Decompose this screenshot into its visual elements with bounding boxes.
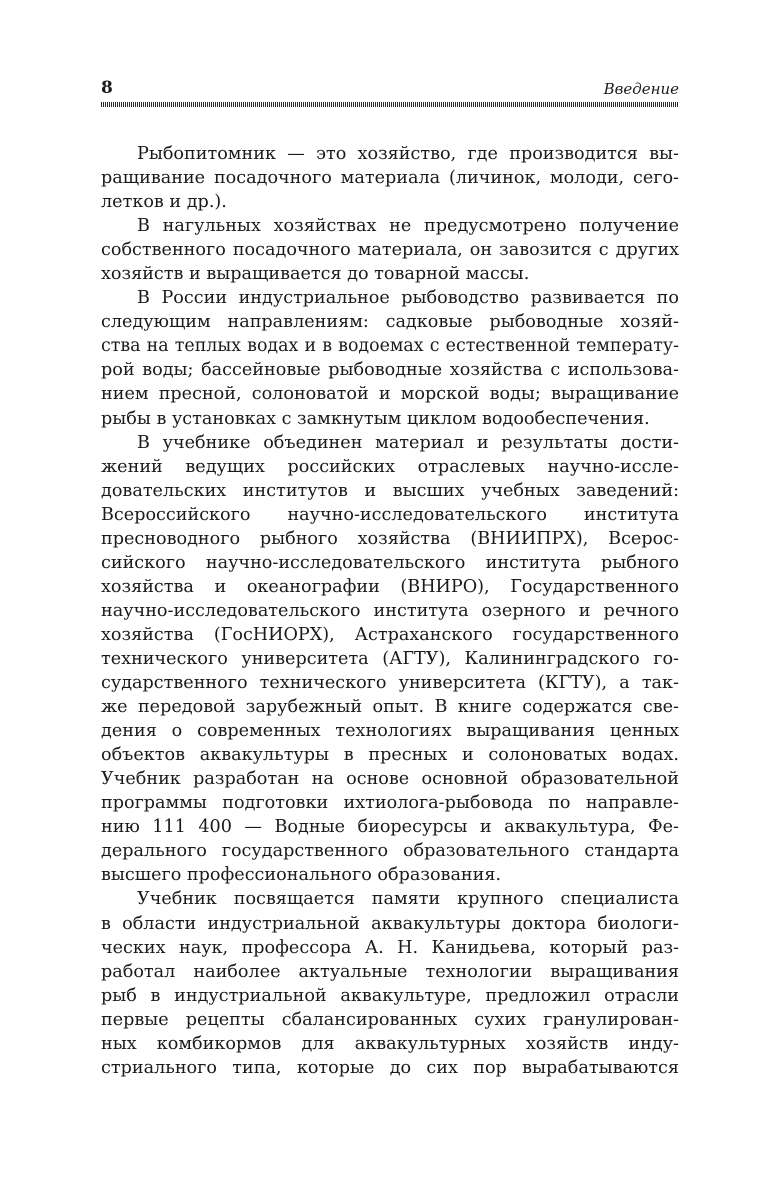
text-line: Рыбопитомник — это хозяйство, где производится вы- [137, 144, 679, 164]
text-line: первые рецепты сбалансированных сухих гранулирован- [101, 1009, 679, 1030]
text-line: довательских институтов и высших учебных заведений: [101, 480, 679, 501]
text-line: В нагульных хозяйствах не предусмотрено получение [137, 216, 679, 237]
page-number: 8 [101, 78, 113, 98]
text-line: высшего профессионального образования. [101, 865, 502, 886]
text-line: собственного посадочного материала, он завозится с других [101, 240, 679, 261]
text-line: пресноводного рыбного хозяйства (ВНИИПРХ), Всерос- [101, 528, 679, 549]
text-line: сударственного технического университета (КГТУ), а так- [101, 673, 679, 694]
text-line: дерального государственного образовательного стандарта [101, 841, 679, 862]
text-line: работал наиболее актуальные технологии выращивания [101, 961, 679, 982]
body-text [101, 142, 679, 1080]
text-line: летков и др.). [101, 192, 227, 213]
text-line: хозяйства (ГосНИОРХ), Астраханского государственного [101, 624, 679, 645]
text-line: научно-исследовательского института озерного и речного [101, 600, 679, 621]
text-line: дения о современных технологиях выращивания ценных [101, 721, 679, 742]
text-line: стриального типа, которые до сих пор вырабатываются [101, 1057, 679, 1078]
text-line: ческих наук, профессора А. Н. Канидьева, который раз- [101, 937, 679, 958]
text-line: Учебник разработан на основе основной образовательной [101, 769, 679, 790]
text-line: объектов аквакультуры в пресных и солоноватых водах. [101, 745, 679, 766]
text-line: технического университета (АГТУ), Калининградского го- [101, 648, 679, 669]
text-line: программы подготовки ихтиолога-рыбовода по направле- [101, 793, 679, 814]
text-line: ства на теплых водах и в водоемах с естественной температу- [101, 336, 679, 357]
text-line: же передовой зарубежный опыт. В книге содержатся све- [101, 697, 679, 718]
text-line: сийского научно-исследовательского института рыбного [101, 552, 679, 573]
header-rule [101, 102, 679, 107]
text-line: хозяйств и выращивается до товарной массы. [101, 264, 530, 285]
text-line: Всероссийского научно-исследовательского института [101, 504, 679, 525]
running-header [101, 78, 679, 98]
text-line: нию 111 400 — Водные биоресурсы и аквакультура, Фе- [101, 817, 679, 838]
text-line: нием пресной, солоноватой и морской воды; выращивание [101, 384, 679, 405]
text-line: в области индустриальной аквакультуры доктора биологи- [101, 913, 679, 934]
text-line: рыбы в установках с замкнутым циклом водообеспечения. [101, 408, 650, 429]
text-line: В учебнике объединен материал и результаты дости- [137, 432, 679, 453]
section-title: Введение [603, 80, 679, 98]
text-line: следующим направлениям: садковые рыбоводные хозяй- [101, 312, 679, 333]
text-line: ращивание посадочного материала (личинок, молоди, сего- [101, 168, 679, 189]
text-line: ных комбикормов для аквакультурных хозяйств инду- [101, 1033, 679, 1054]
text-line: рыб в индустриальной аквакультуре, предложил отрасли [101, 985, 679, 1006]
text-line: хозяйства и океанографии (ВНИРО), Государственного [101, 576, 679, 597]
text-line: жений ведущих российских отраслевых научно-иссле- [101, 456, 679, 477]
text-line: Учебник посвящается памяти крупного специалиста [137, 889, 679, 910]
text-line: рой воды; бассейновые рыбоводные хозяйства с использова- [101, 360, 679, 381]
text-line: В России индустриальное рыбоводство развивается по [137, 288, 679, 309]
